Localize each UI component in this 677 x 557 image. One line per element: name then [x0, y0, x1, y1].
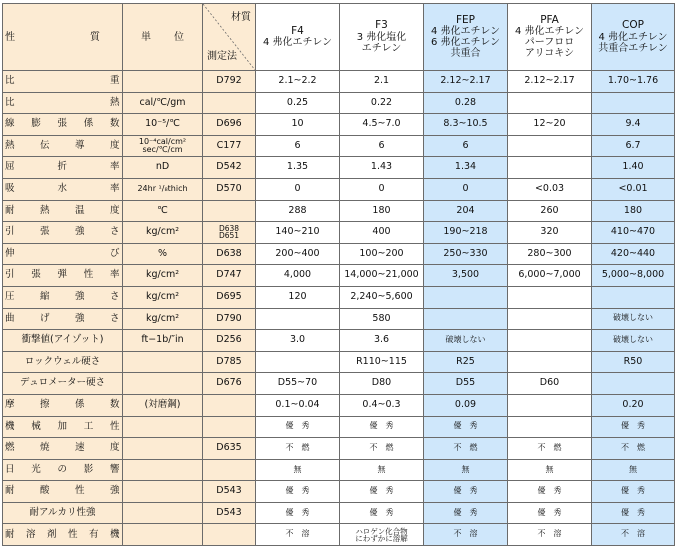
value-fep: 250~330 [424, 243, 508, 265]
value-pfa: 不 溶 [508, 524, 592, 546]
material-method-header [203, 4, 256, 71]
unit-cell: ℃ [123, 200, 203, 222]
value-fep: 0.28 [424, 92, 508, 114]
value-f4: 6 [256, 135, 340, 157]
value-f4: 3.0 [256, 330, 340, 352]
method-cell: D635 [203, 438, 256, 460]
value-pfa: <0.03 [508, 178, 592, 200]
method-cell: C177 [203, 135, 256, 157]
method-cell: D542 [203, 157, 256, 179]
value-f4: 0.25 [256, 92, 340, 114]
value-cop [592, 286, 675, 308]
unit-cell: 10⁻⁵/℃ [123, 114, 203, 136]
property-name: 曲げ強さ [3, 308, 123, 330]
method-cell: D790 [203, 308, 256, 330]
value-pfa: 2.12~2.17 [508, 71, 592, 93]
method-cell [203, 416, 256, 438]
value-f3: 0 [340, 178, 424, 200]
table-row [3, 459, 675, 481]
unit-cell [123, 459, 203, 481]
value-cop: R50 [592, 351, 675, 373]
unit-header-b: 位 [174, 31, 184, 43]
value-pfa [508, 351, 592, 373]
value-cop: 410~470 [592, 222, 675, 244]
value-fep: 190~218 [424, 222, 508, 244]
value-cop: 破壊しない [592, 308, 675, 330]
cell-line: にわずかに溶解 [355, 533, 408, 543]
value-fep: 優 秀 [424, 502, 508, 524]
method-cell [203, 459, 256, 481]
unit-cell [123, 135, 203, 157]
table-row [3, 524, 675, 546]
unit-cell: kg/cm² [123, 308, 203, 330]
table-row [3, 222, 675, 244]
col-desc: エチレン [361, 42, 402, 54]
value-fep: 204 [424, 200, 508, 222]
value-pfa: 不 燃 [508, 438, 592, 460]
value-f4: 4,000 [256, 265, 340, 287]
method-cell: D543 [203, 502, 256, 524]
table-row [3, 394, 675, 416]
value-pfa [508, 286, 592, 308]
col-desc: 4 弗化エチレン [514, 26, 585, 38]
method-cell: D543 [203, 481, 256, 503]
value-f3: R110~115 [340, 351, 424, 373]
unit-header-a: 単 [141, 31, 151, 43]
value-f3: D80 [340, 373, 424, 395]
table-row [3, 286, 675, 308]
unit-cell: (対磨鋼) [123, 394, 203, 416]
col-header-f4 [256, 4, 340, 71]
value-pfa: 260 [508, 200, 592, 222]
col-desc: 4 弗化エチレン [262, 37, 333, 49]
table-row [3, 481, 675, 503]
property-header [3, 4, 123, 71]
unit-cell: 24hr ¹/₈thich [123, 178, 203, 200]
cell-line: D651 [218, 231, 240, 241]
method-cell: D792 [203, 71, 256, 93]
value-f4: 120 [256, 286, 340, 308]
value-cop: 0.20 [592, 394, 675, 416]
value-pfa: 320 [508, 222, 592, 244]
unit-cell: kg/cm² [123, 286, 203, 308]
value-fep: 優 秀 [424, 481, 508, 503]
value-cop: 1.40 [592, 157, 675, 179]
value-f4: 優 秀 [256, 502, 340, 524]
method-cell: D695 [203, 286, 256, 308]
property-name: 吸 水 率 [3, 178, 123, 200]
value-pfa [508, 330, 592, 352]
value-pfa [508, 394, 592, 416]
value-f3: 580 [340, 308, 424, 330]
value-pfa [508, 308, 592, 330]
method-cell [203, 92, 256, 114]
method-label: 測定法 [207, 51, 237, 62]
property-name: 耐熱温度 [3, 200, 123, 222]
col-name: COP [622, 19, 644, 32]
value-cop: 破壊しない [592, 330, 675, 352]
table-row [3, 200, 675, 222]
value-cop: 9.4 [592, 114, 675, 136]
table-row [3, 308, 675, 330]
col-header-fep [424, 4, 508, 71]
method-cell: D638 [203, 243, 256, 265]
table-row [3, 265, 675, 287]
property-name: 引張強さ [3, 222, 123, 244]
property-name: 燃焼速度 [3, 438, 123, 460]
value-f3 [340, 524, 424, 546]
property-name: 引張弾性率 [3, 265, 123, 287]
value-fep: 0 [424, 178, 508, 200]
unit-cell: kg/cm² [123, 265, 203, 287]
property-name: 伸 び [3, 243, 123, 265]
property-name: 耐溶剤性有機 [3, 524, 123, 546]
value-pfa: 280~300 [508, 243, 592, 265]
col-name: F3 [375, 19, 388, 32]
method-cell: D696 [203, 114, 256, 136]
col-header-pfa [508, 4, 592, 71]
value-f3: 無 [340, 459, 424, 481]
table-row [3, 373, 675, 395]
property-name: 比 熱 [3, 92, 123, 114]
property-name: 日光の影響 [3, 459, 123, 481]
value-pfa: D60 [508, 373, 592, 395]
property-name: デュロメーター硬さ [3, 373, 123, 395]
value-f4: 200~400 [256, 243, 340, 265]
unit-cell: cal/℃/gm [123, 92, 203, 114]
table-row [3, 502, 675, 524]
value-pfa [508, 135, 592, 157]
value-f4: 1.35 [256, 157, 340, 179]
value-f3: 14,000~21,000 [340, 265, 424, 287]
value-f3: 6 [340, 135, 424, 157]
unit-cell: ft−1b/″in [123, 330, 203, 352]
value-f4 [256, 351, 340, 373]
col-name: FEP [455, 13, 475, 26]
value-f4: 288 [256, 200, 340, 222]
value-pfa: 優 秀 [508, 502, 592, 524]
method-cell: D570 [203, 178, 256, 200]
unit-cell [123, 416, 203, 438]
value-f4: 2.1~2.2 [256, 71, 340, 93]
value-cop: 優 秀 [592, 416, 675, 438]
cell-line: D638 [218, 224, 240, 234]
value-cop: 5,000~8,000 [592, 265, 675, 287]
value-f3: 3.6 [340, 330, 424, 352]
value-f3: 2,240~5,600 [340, 286, 424, 308]
value-fep: 0.09 [424, 394, 508, 416]
col-desc: パーフロロ [524, 37, 575, 49]
value-cop: <0.01 [592, 178, 675, 200]
table-row [3, 157, 675, 179]
method-cell: D256 [203, 330, 256, 352]
unit-cell [123, 373, 203, 395]
value-pfa: 12~20 [508, 114, 592, 136]
value-cop: 1.70~1.76 [592, 71, 675, 93]
property-name: 機械加工性 [3, 416, 123, 438]
table-row [3, 71, 675, 93]
value-f4: 不 燃 [256, 438, 340, 460]
value-fep: 8.3~10.5 [424, 114, 508, 136]
value-f3: 不 燃 [340, 438, 424, 460]
value-cop [592, 373, 675, 395]
value-f4: 10 [256, 114, 340, 136]
value-f4: 0.1~0.04 [256, 394, 340, 416]
value-fep: D55 [424, 373, 508, 395]
col-desc: 共重合 [450, 48, 481, 60]
method-cell: D676 [203, 373, 256, 395]
col-header-cop [592, 4, 675, 71]
property-name: 熱伝導度 [3, 135, 123, 157]
property-name: 線膨張係数 [3, 114, 123, 136]
col-desc: 4 弗化エチレン [598, 31, 668, 43]
value-f4: 無 [256, 459, 340, 481]
value-fep: 不 溶 [424, 524, 508, 546]
value-cop: 180 [592, 200, 675, 222]
property-name: 衝撃値(アイゾット) [3, 330, 123, 352]
value-cop: 優 秀 [592, 502, 675, 524]
value-cop: 420~440 [592, 243, 675, 265]
col-desc: アリコキシ [524, 48, 575, 60]
value-fep: R25 [424, 351, 508, 373]
table-row [3, 351, 675, 373]
table-row [3, 243, 675, 265]
cell-line: ハロゲン化合物 [355, 526, 408, 536]
value-f4: 0 [256, 178, 340, 200]
material-label: 材質 [231, 12, 251, 23]
table-row [3, 416, 675, 438]
properties-table [2, 3, 675, 546]
unit-cell [123, 438, 203, 460]
value-f4: 優 秀 [256, 416, 340, 438]
value-f3: 180 [340, 200, 424, 222]
value-pfa [508, 416, 592, 438]
value-f3: 2.1 [340, 71, 424, 93]
unit-cell [123, 481, 203, 503]
method-cell: D785 [203, 351, 256, 373]
value-f4: 不 溶 [256, 524, 340, 546]
unit-cell [123, 524, 203, 546]
value-f3: 4.5~7.0 [340, 114, 424, 136]
value-f4 [256, 308, 340, 330]
value-f3: 0.4~0.3 [340, 394, 424, 416]
value-f3: 1.43 [340, 157, 424, 179]
property-name: 摩擦係数 [3, 394, 123, 416]
table-row [3, 114, 675, 136]
value-f4: 優 秀 [256, 481, 340, 503]
table-row [3, 178, 675, 200]
unit-cell: kg/cm² [123, 222, 203, 244]
value-f4: D55~70 [256, 373, 340, 395]
value-fep: 破壊しない [424, 330, 508, 352]
value-pfa: 無 [508, 459, 592, 481]
value-f4: 140~210 [256, 222, 340, 244]
table-row [3, 92, 675, 114]
col-header-f3 [340, 4, 424, 71]
property-name: 耐アルカリ性強 [3, 502, 123, 524]
header-row [3, 4, 675, 71]
value-cop [592, 92, 675, 114]
property-name: ロックウェル硬さ [3, 351, 123, 373]
value-f3: 優 秀 [340, 502, 424, 524]
value-fep: 2.12~2.17 [424, 71, 508, 93]
value-pfa [508, 92, 592, 114]
col-name: PFA [540, 13, 559, 26]
property-header-a: 性 [5, 31, 15, 43]
method-cell [203, 200, 256, 222]
value-fep [424, 308, 508, 330]
method-cell: D747 [203, 265, 256, 287]
value-fep: 6 [424, 135, 508, 157]
value-f3: 優 秀 [340, 481, 424, 503]
value-fep [424, 286, 508, 308]
unit-cell [123, 502, 203, 524]
value-fep: 無 [424, 459, 508, 481]
method-cell [203, 222, 256, 244]
value-f3: 優 秀 [340, 416, 424, 438]
unit-header [123, 4, 203, 71]
col-desc: 共重合エチレン [598, 42, 668, 54]
method-cell [203, 524, 256, 546]
col-desc: 6 弗化エチレン [430, 37, 501, 49]
property-name: 屈 折 率 [3, 157, 123, 179]
property-name: 圧縮強さ [3, 286, 123, 308]
value-fep: 3,500 [424, 265, 508, 287]
unit-cell [123, 71, 203, 93]
value-pfa: 優 秀 [508, 481, 592, 503]
value-f3: 400 [340, 222, 424, 244]
value-pfa: 6,000~7,000 [508, 265, 592, 287]
table-row [3, 438, 675, 460]
value-cop: 優 秀 [592, 481, 675, 503]
cell-line: 10⁻⁴cal/cm² [138, 137, 187, 147]
col-name: F4 [291, 24, 304, 37]
property-name: 比 重 [3, 71, 123, 93]
table-row [3, 135, 675, 157]
method-cell [203, 394, 256, 416]
value-cop: 不 燃 [592, 438, 675, 460]
unit-cell: nD [123, 157, 203, 179]
table-body [3, 71, 675, 546]
value-fep: 優 秀 [424, 416, 508, 438]
unit-cell [123, 351, 203, 373]
value-cop: 無 [592, 459, 675, 481]
col-desc: 3 弗化塩化 [356, 31, 407, 43]
col-desc: 4 弗化エチレン [430, 26, 501, 38]
value-cop: 不 溶 [592, 524, 675, 546]
value-fep: 不 燃 [424, 438, 508, 460]
value-cop: 6.7 [592, 135, 675, 157]
value-f3: 0.22 [340, 92, 424, 114]
unit-cell: % [123, 243, 203, 265]
table-row [3, 330, 675, 352]
value-pfa [508, 157, 592, 179]
cell-line: sec/℃/cm [142, 145, 183, 155]
property-name: 耐酸性強 [3, 481, 123, 503]
property-header-b: 質 [90, 31, 100, 43]
value-fep: 1.34 [424, 157, 508, 179]
value-f3: 100~200 [340, 243, 424, 265]
